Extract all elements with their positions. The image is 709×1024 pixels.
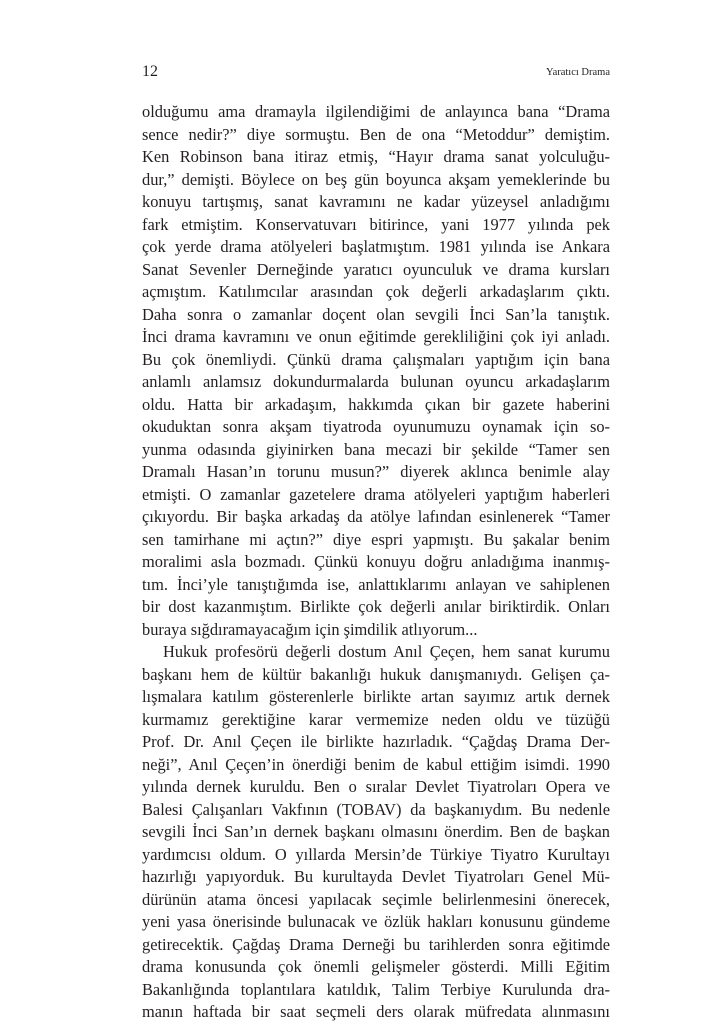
text-line: getirecektik. Çağdaş Drama Derneği bu tarihlerden sonra eğitimde xyxy=(142,934,610,954)
text-line: sevgili İnci San’ın dernek başkanı olmasını önerdim. Ben de başkan xyxy=(142,822,610,841)
text-line: manın haftada bir saat seçmeli ders olarak müfredata alınmasını xyxy=(142,1002,610,1021)
text-line: başkanı hem de kültür bakanlığı hukuk danışmanıydı. Gelişen ça- xyxy=(142,664,610,684)
text-line: okuduktan sonra akşam tiyatroda oyunumuzu oynamak için so- xyxy=(142,417,610,436)
text-line: çıkıyordu. Bir başka arkadaş da atölye lafından esinlenerek “Tamer xyxy=(142,507,610,526)
text-line: yeni yasa önerisinde bulunacak ve özlük hakları konusunu gündeme xyxy=(142,912,610,931)
text-line: çok yerde drama atölyeleri başlatmıştım. 1981 yılında ise Ankara xyxy=(142,237,610,256)
text-line: tım. İnci’yle tanıştığımda ise, anlattıklarımı anlayan ve sahiplenen xyxy=(142,574,610,594)
text-line: sen tamirhane mi açtın?” diye espri yapmıştı. Bu şakalar benim xyxy=(142,529,610,549)
page-header xyxy=(142,62,610,84)
text-line: bir dost kazanmıştım. Birlikte çok değerli anılar biriktirdik. Onları xyxy=(142,597,610,616)
page-number: 12 xyxy=(142,63,158,80)
text-line: açmıştım. Katılımcılar arasından çok değerli arkadaşlarım çıktı. xyxy=(142,282,610,301)
text-line: drama konusunda çok önemli gelişmeler gösterdi. Milli Eğitim xyxy=(142,957,610,976)
paragraph-last-line: buraya sığdıramayacağım için şimdilik atlıyorum... xyxy=(142,619,478,639)
text-line: Sanat Sevenler Derneğinde yaratıcı oyunculuk ve drama kursları xyxy=(142,259,610,279)
text-line: sence nedir?” diye sormuştu. Ben de ona “Metoddur” demiştim. xyxy=(142,124,610,144)
text-line: moralimi asla bozmadı. Çünkü konuyu doğru anladığıma inanmış- xyxy=(142,552,610,571)
text-line: lışmalara katılım gösterenlerle birlikte artan sayımız artık dernek xyxy=(142,687,610,706)
text-line: hazırlığı yapıyorduk. Bu kurultayda Devlet Tiyatroları Genel Mü- xyxy=(142,867,610,886)
text-line: Bakanlığında toplantılara katıldık, Talim Terbiye Kurulunda dra- xyxy=(142,979,610,999)
text-line: etmişti. O zamanlar gazetelere drama atölyeleri yaptığım haberleri xyxy=(142,484,610,504)
text-line: dürünün atama öncesi yapılacak seçimle belirlenmesini önerecek, xyxy=(142,889,610,909)
text-line: oldu. Hatta bir arkadaşım, hakkımda çıkan bir gazete haberini xyxy=(142,394,610,414)
text-line: Bu çok önemliydi. Çünkü drama çalışmaları yaptığım için bana xyxy=(142,349,610,369)
text-line: Ken Robinson bana itiraz etmiş, “Hayır drama sanat yolculuğu- xyxy=(142,147,610,166)
text-line: Dramalı Hasan’ın torunu musun?” diyerek aklınca benimle alay xyxy=(142,462,610,481)
text-line: Balesi Çalışanları Vakfının (TOBAV) da başkanıydım. Bu nedenle xyxy=(142,799,610,819)
text-line: olduğumu ama dramayla ilgilendiğimi de anlayınca bana “Drama xyxy=(142,102,610,121)
text-line: Prof. Dr. Anıl Çeçen ile birlikte hazırladık. “Çağdaş Drama Der- xyxy=(142,732,610,751)
text-line: yılında dernek kuruldu. Ben o sıralar Devlet Tiyatroları Opera ve xyxy=(142,777,610,796)
text-line: fark etmiştim. Konservatuvarı bitirince, yani 1977 yılında pek xyxy=(142,214,610,234)
text-line: anlamlı anlamsız dokundurmalarda bulunan oyuncu arkadaşlarım xyxy=(142,372,610,391)
text-line: Daha sonra o zamanlar doçent olan sevgili İnci San’la tanıştık. xyxy=(142,304,610,324)
text-line: neği”, Anıl Çeçen’in önerdiği benim de kabul ettiğim isimdi. 1990 xyxy=(142,754,610,774)
text-line: İnci drama kavramını ve onun eğitimde gerekliliğini çok iyi anladı. xyxy=(142,327,610,346)
body-text xyxy=(142,101,610,1024)
paragraph-first-line: Hukuk profesörü değerli dostum Anıl Çeçen, hem sanat kurumu xyxy=(163,642,610,661)
text-line: yunma odasında giyinirken bana mecazi bir şekilde “Tamer sen xyxy=(142,439,610,459)
text-line: yardımcısı oldum. O yıllarda Mersin’de Türkiye Tiyatro Kurultayı xyxy=(142,844,610,864)
text-line: kurmamız gerektiğine karar vermemize neden oldu ve tüzüğü xyxy=(142,709,610,729)
running-title: Yaratıcı Drama xyxy=(546,67,610,78)
text-line: dur,” demişti. Böylece on beş gün boyunca akşam yemeklerinde bu xyxy=(142,169,610,189)
text-line: konuyu tartışmış, sanat kavramını ne kadar yüzeysel anladığımı xyxy=(142,192,610,211)
